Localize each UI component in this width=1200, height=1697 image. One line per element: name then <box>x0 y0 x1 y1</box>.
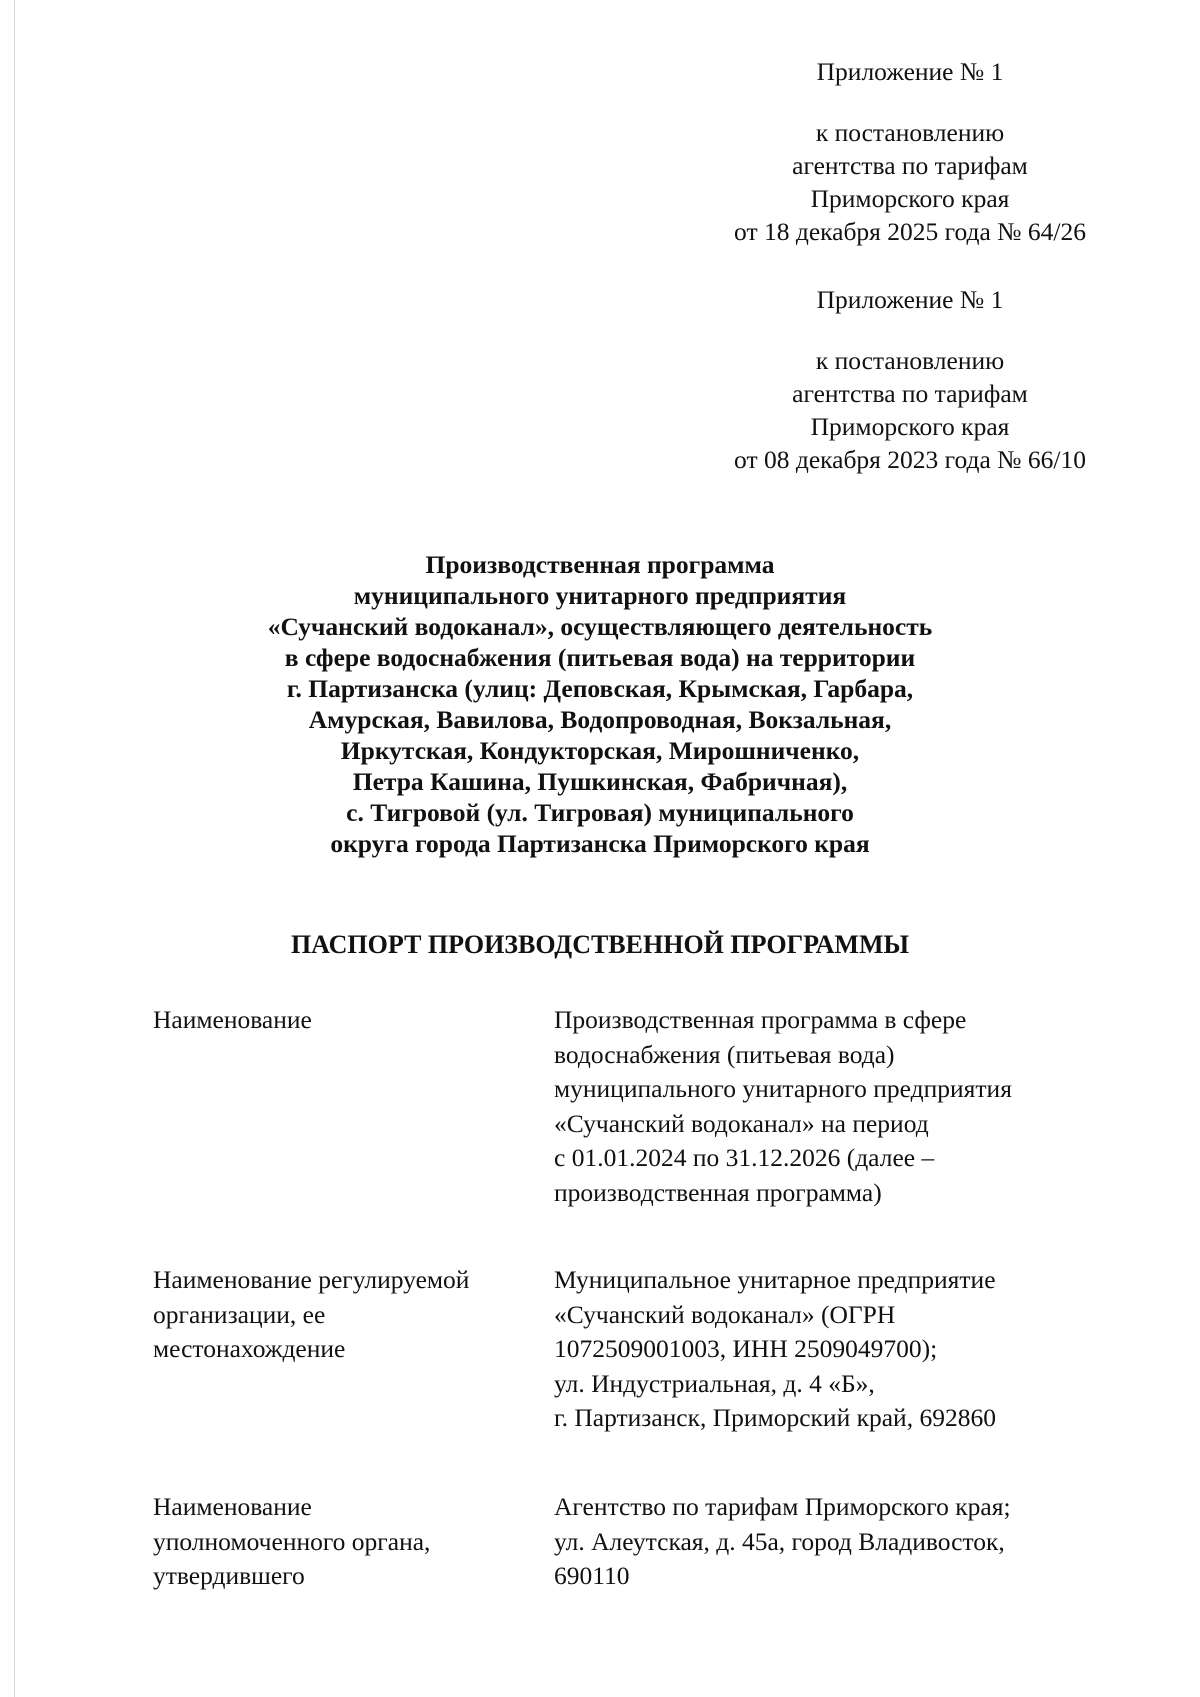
appendix-line: агентства по тарифам <box>792 151 1028 180</box>
appendix-line: к постановлению <box>815 346 1005 375</box>
program-title-line: Петра Кашина, Пушкинская, Фабричная), <box>352 767 848 796</box>
program-title-line: округа города Партизанска Приморского края <box>330 829 870 858</box>
appendix-block-previous <box>700 283 1120 476</box>
appendix-block-current <box>700 55 1120 248</box>
value-line: г. Партизанск, Приморский край, 692860 <box>554 1403 996 1432</box>
passport-row-label <box>153 1490 533 1594</box>
passport-row-value <box>554 1490 1114 1594</box>
program-title-line: Производственная программа <box>425 550 775 579</box>
value-line: ул. Индустриальная, д. 4 «Б», <box>554 1368 875 1398</box>
program-title-line: «Сучанский водоканал», осуществляющего деятельность <box>267 612 933 641</box>
label-line: организации, ее <box>153 1299 326 1329</box>
appendix-date-line: от 08 декабря 2023 года № 66/10 <box>734 445 1086 474</box>
passport-row-value <box>554 1003 1114 1210</box>
value-line: ул. Алеутская, д. 45а, город Владивосток, <box>554 1526 1005 1556</box>
label-line: Наименование <box>153 1005 312 1034</box>
value-line: производственная программа) <box>554 1177 882 1207</box>
value-line: 690110 <box>554 1561 630 1590</box>
label-line: Наименование <box>153 1492 312 1521</box>
value-line: «Сучанский водоканал» (ОГРН <box>554 1299 896 1329</box>
value-line: Агентство по тарифам Приморского края; <box>554 1492 1011 1521</box>
appendix-line: агентства по тарифам <box>792 379 1028 408</box>
program-title-line: Иркутская, Кондукторская, Мирошниченко, <box>340 736 860 765</box>
appendix-line: Приморского края <box>810 184 1010 213</box>
passport-row-value <box>554 1263 1114 1436</box>
program-title-line: с. Тигровой (ул. Тигровая) муниципального <box>346 798 854 827</box>
label-line: утвердившего <box>153 1561 305 1590</box>
passport-row-label <box>153 1003 533 1038</box>
value-line: Производственная программа в сфере <box>554 1005 967 1034</box>
program-title <box>150 549 1050 859</box>
label-line: уполномоченного органа, <box>153 1526 431 1556</box>
value-line: водоснабжения (питьевая вода) <box>554 1039 895 1069</box>
passport-row-label <box>153 1263 533 1367</box>
label-line: Наименование регулируемой <box>153 1265 470 1294</box>
value-line: 1072509001003, ИНН 2509049700); <box>554 1334 938 1363</box>
page-edge-line <box>14 0 15 1697</box>
appendix-title: Приложение № 1 <box>816 285 1004 314</box>
program-title-line: в сфере водоснабжения (питьевая вода) на территории <box>284 643 916 672</box>
label-line: местонахождение <box>153 1334 346 1363</box>
value-line: муниципального унитарного предприятия <box>554 1074 1012 1103</box>
appendix-title: Приложение № 1 <box>816 57 1004 86</box>
appendix-date-line: от 18 декабря 2025 года № 64/26 <box>734 217 1086 246</box>
value-line: Муниципальное унитарное предприятие <box>554 1265 996 1294</box>
value-line: «Сучанский водоканал» на период <box>554 1108 929 1138</box>
appendix-line: к постановлению <box>815 118 1005 147</box>
value-line: с 01.01.2024 по 31.12.2026 (далее – <box>554 1143 935 1172</box>
passport-heading: ПАСПОРТ ПРОИЗВОДСТВЕННОЙ ПРОГРАММЫ <box>290 930 910 959</box>
program-title-line: Амурская, Вавилова, Водопроводная, Вокзальная, <box>308 705 892 734</box>
program-title-line: г. Партизанска (улиц: Деповская, Крымская, Гарбара, <box>286 674 914 703</box>
program-title-line: муниципального унитарного предприятия <box>353 581 847 610</box>
appendix-line: Приморского края <box>810 412 1010 441</box>
